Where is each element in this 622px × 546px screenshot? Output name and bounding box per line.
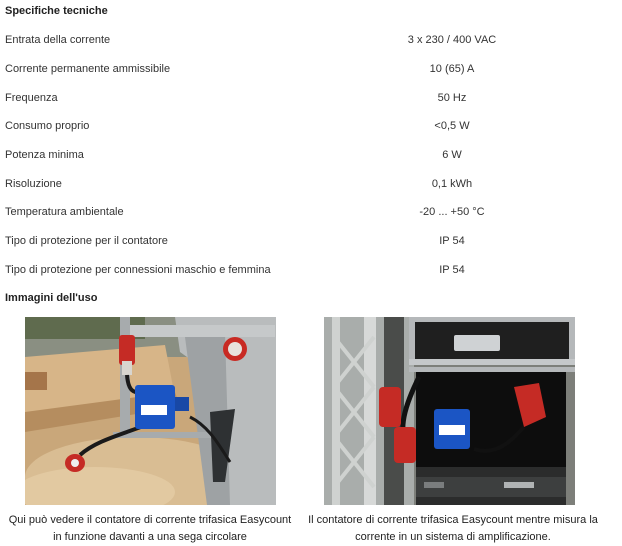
spec-label: Temperatura ambientale bbox=[5, 206, 124, 219]
spec-value: 3 x 230 / 400 VAC bbox=[407, 34, 497, 47]
spec-value: 0,1 kWh bbox=[431, 177, 473, 190]
spec-value: <0,5 W bbox=[434, 120, 470, 133]
spec-value: 10 (65) A bbox=[429, 63, 475, 76]
spec-label: Entrata della corrente bbox=[5, 34, 111, 47]
caption-line: Il contatore di corrente trifasica Easycount mentre misura la bbox=[308, 514, 598, 526]
spec-label: Tipo di protezione per il contatore bbox=[5, 235, 168, 248]
table-row bbox=[0, 169, 622, 198]
spec-label: Consumo proprio bbox=[5, 120, 90, 133]
table-row bbox=[0, 26, 622, 55]
spec-value: 6 W bbox=[442, 149, 462, 162]
spec-value: 50 Hz bbox=[437, 91, 467, 104]
caption-line: in funzione davanti a una sega circolare bbox=[53, 531, 247, 543]
spec-label: Potenza minima bbox=[5, 149, 84, 162]
spec-label: Corrente permanente ammissibile bbox=[5, 63, 171, 76]
table-row bbox=[0, 198, 622, 227]
specs-table bbox=[0, 26, 622, 284]
spec-label: Frequenza bbox=[5, 91, 58, 104]
amplifier-rack-photo[interactable] bbox=[324, 317, 575, 505]
table-row bbox=[0, 227, 622, 256]
circular-saw-caption bbox=[0, 512, 300, 546]
table-row bbox=[0, 256, 622, 285]
table-row bbox=[0, 83, 622, 112]
spec-value: IP 54 bbox=[439, 235, 465, 248]
circular-saw-photo[interactable] bbox=[25, 317, 276, 505]
amplifier-rack-caption bbox=[299, 512, 607, 546]
spec-label: Risoluzione bbox=[5, 177, 62, 190]
spec-value: -20 ... +50 °C bbox=[419, 206, 485, 219]
spec-value: IP 54 bbox=[439, 263, 465, 276]
images-heading: Immagini dell'uso bbox=[5, 292, 98, 304]
specs-heading: Specifiche tecniche bbox=[5, 5, 108, 17]
table-row bbox=[0, 55, 622, 84]
table-row bbox=[0, 141, 622, 170]
table-row bbox=[0, 112, 622, 141]
spec-label: Tipo di protezione per connessioni maschio e femmina bbox=[5, 263, 271, 276]
caption-line: Qui può vedere il contatore di corrente trifasica Easycount bbox=[8, 514, 292, 526]
caption-line: corrente in un sistema di amplificazione. bbox=[355, 531, 551, 543]
